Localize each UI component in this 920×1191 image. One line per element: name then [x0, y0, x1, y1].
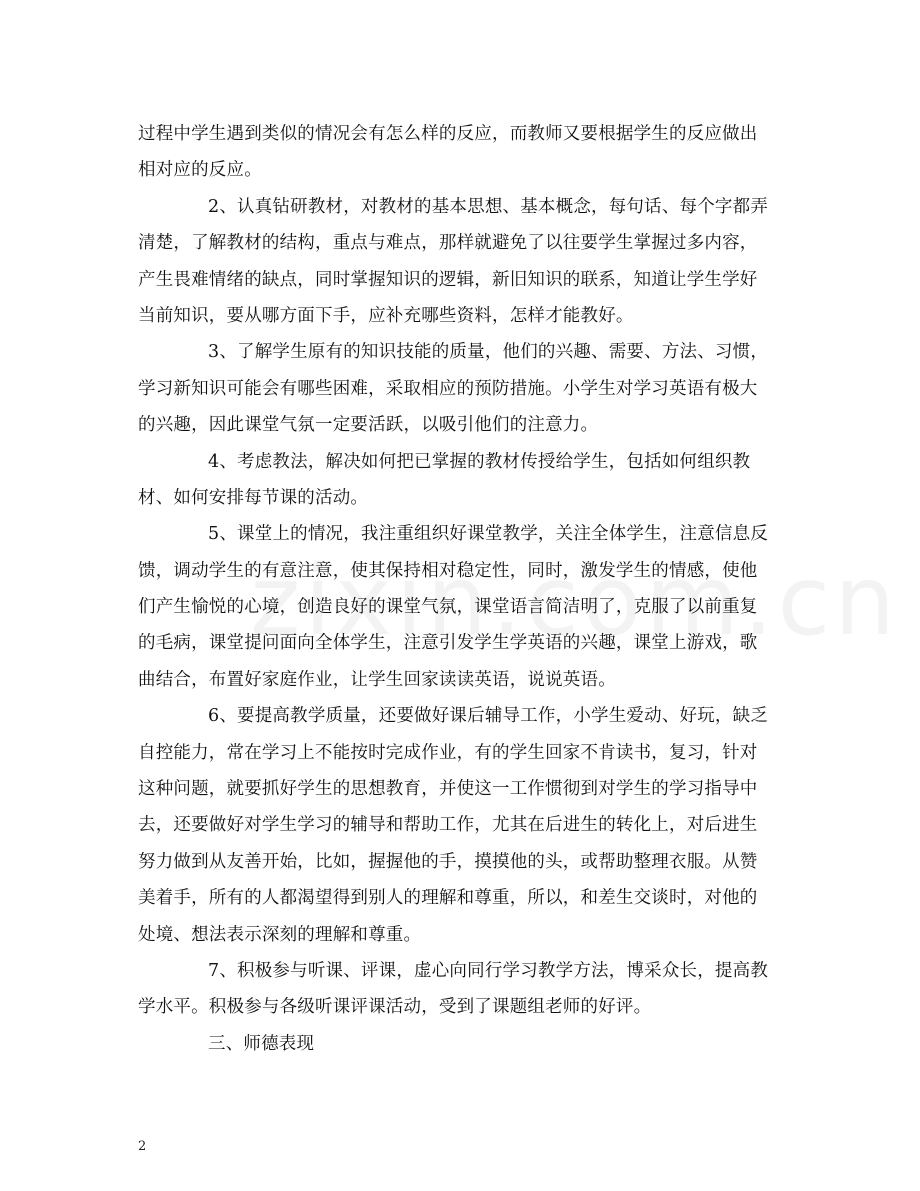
text-line: 这种问题，就要抓好学生的思想教育，并使这一工作惯彻到对学生的学习指导中 [138, 779, 758, 800]
text-line: 馈，调动学生的有意注意，使其保持相对稳定性，同时，激发学生的情感，使他 [138, 560, 758, 581]
text-line: 7、积极参与听课、评课，虚心向同行学习教学方法，博采众长，提高教 [208, 960, 769, 981]
text-line: 2、认真钻研教材，对教材的基本思想、基本概念，每句话、每个字都弄 [208, 196, 769, 217]
text-line: 美着手，所有的人都渴望得到别人的理解和尊重，所以，和差生交谈时，对他的 [138, 888, 758, 909]
text-line: 自控能力，常在学习上不能按时完成作业，有的学生回家不肯读书，复习，针对 [138, 742, 758, 763]
text-line: 三、师德表现 [208, 1033, 315, 1054]
text-line: 产生畏难情绪的缺点，同时掌握知识的逻辑，新旧知识的联系，知道让学生学好 [138, 269, 758, 290]
text-line: 的毛病，课堂提问面向全体学生，注意引发学生学英语的兴趣，课堂上游戏，歌 [138, 633, 758, 654]
text-line: 学水平。积极参与各级听课评课活动，受到了课题组老师的好评。 [138, 997, 652, 1018]
body-text [138, 116, 788, 1062]
page-number: 2 [138, 1139, 147, 1154]
text-line: 清楚，了解教材的结构，重点与难点，那样就避免了以往要学生掌握过多内容， [138, 233, 758, 254]
text-line: 4、考虑教法，解决如何把已掌握的教材传授给学生，包括如何组织教 [208, 451, 751, 472]
text-line: 处境、想法表示深刻的理解和尊重。 [138, 924, 422, 945]
text-line: 材、如何安排每节课的活动。 [138, 487, 369, 508]
text-line: 5、课堂上的情况，我注重组织好课堂教学，关注全体学生，注意信息反 [208, 524, 769, 545]
text-line: 过程中学生遇到类似的情况会有怎么样的反应，而教师又要根据学生的反应做出 [138, 124, 758, 144]
text-line: 努力做到从友善开始，比如，握握他的手，摸摸他的头，或帮助整理衣服。从赞 [138, 851, 758, 872]
text-line: 曲结合，布置好家庭作业，让学生回家读读英语，说说英语。 [138, 669, 616, 690]
text-line: 3、了解学生原有的知识技能的质量，他们的兴趣、需要、方法、习惯， [208, 342, 769, 363]
text-line: 们产生愉悦的心境，创造良好的课堂气氛，课堂语言简洁明了，克服了以前重复 [138, 597, 758, 618]
text-line: 学习新知识可能会有哪些困难，采取相应的预防措施。小学生对学习英语有极大 [138, 378, 758, 399]
text-line: 相对应的反应。 [138, 160, 262, 181]
text-line: 当前知识，要从哪方面下手，应补充哪些资料，怎样才能教好。 [138, 305, 634, 326]
text-line: 去，还要做好对学生学习的辅导和帮助工作，尤其在后进生的转化上，对后进生 [138, 815, 758, 836]
text-line: 6、要提高教学质量，还要做好课后辅导工作，小学生爱动、好玩，缺乏 [208, 706, 769, 727]
text-line: 的兴趣，因此课堂气氛一定要活跃，以吸引他们的注意力。 [138, 415, 599, 436]
